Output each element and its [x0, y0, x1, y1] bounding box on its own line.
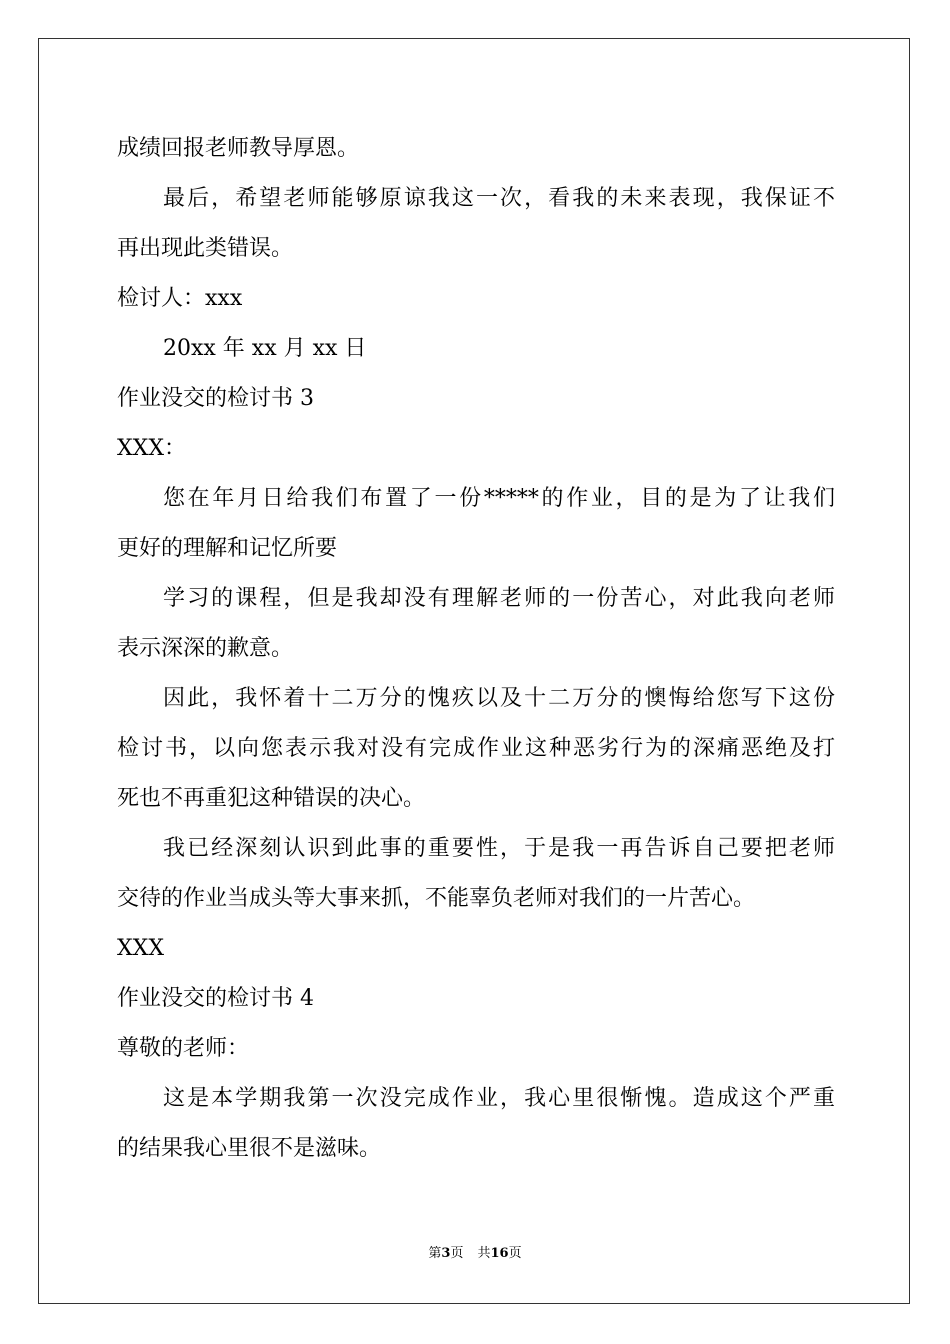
text-line: 再出现此类错误。 [117, 236, 294, 261]
text-line: 死也不再重犯这种错误的决心。 [117, 786, 426, 811]
page-footer [0, 1244, 950, 1264]
page-suffix: 页 [450, 1246, 464, 1261]
paragraph-first-line: 最后，希望老师能够原谅我这一次，看我的未来表现，我保证不 [163, 186, 835, 211]
text-line: 表示深深的歉意。 [117, 636, 294, 661]
text-line: 检讨书，以向您表示我对没有完成作业这种恶劣行为的深痛恶绝及打 [117, 736, 835, 761]
text-line: 更好的理解和记忆所要 [117, 536, 338, 561]
salutation: 尊敬的老师： [117, 1036, 250, 1061]
text-line: 交待的作业当成头等大事来抓，不能辜负老师对我们的一片苦心。 [117, 886, 756, 911]
total-suffix: 页 [508, 1246, 522, 1261]
paragraph-first-line: 学习的课程，但是我却没有理解老师的一份苦心，对此我向老师 [163, 586, 835, 611]
signature-line: 检讨人：xxx [117, 286, 243, 311]
page-number: 3 [441, 1246, 451, 1261]
paragraph-first-line: 因此，我怀着十二万分的愧疚以及十二万分的懊悔给您写下这份 [163, 686, 835, 711]
paragraph-first-line: 我已经深刻认识到此事的重要性，于是我一再告诉自己要把老师 [163, 836, 835, 861]
total-pages: 16 [490, 1246, 509, 1261]
section-title: 作业没交的检讨书 4 [117, 986, 314, 1011]
section-title: 作业没交的检讨书 3 [117, 386, 314, 411]
salutation: XXX： [117, 436, 186, 461]
page-prefix: 第 [428, 1246, 442, 1261]
text-line: 成绩回报老师教导厚恩。 [117, 136, 360, 161]
paragraph-first-line: 您在年月日给我们布置了一份*****的作业，目的是为了让我们 [163, 486, 835, 511]
text-line: 的结果我心里很不是滋味。 [117, 1136, 382, 1161]
signature-line: XXX [117, 936, 164, 961]
date-line: 20xx 年 xx 月 xx 日 [163, 336, 367, 361]
total-prefix: 共 [477, 1246, 491, 1261]
paragraph-first-line: 这是本学期我第一次没完成作业，我心里很惭愧。造成这个严重 [163, 1086, 835, 1111]
